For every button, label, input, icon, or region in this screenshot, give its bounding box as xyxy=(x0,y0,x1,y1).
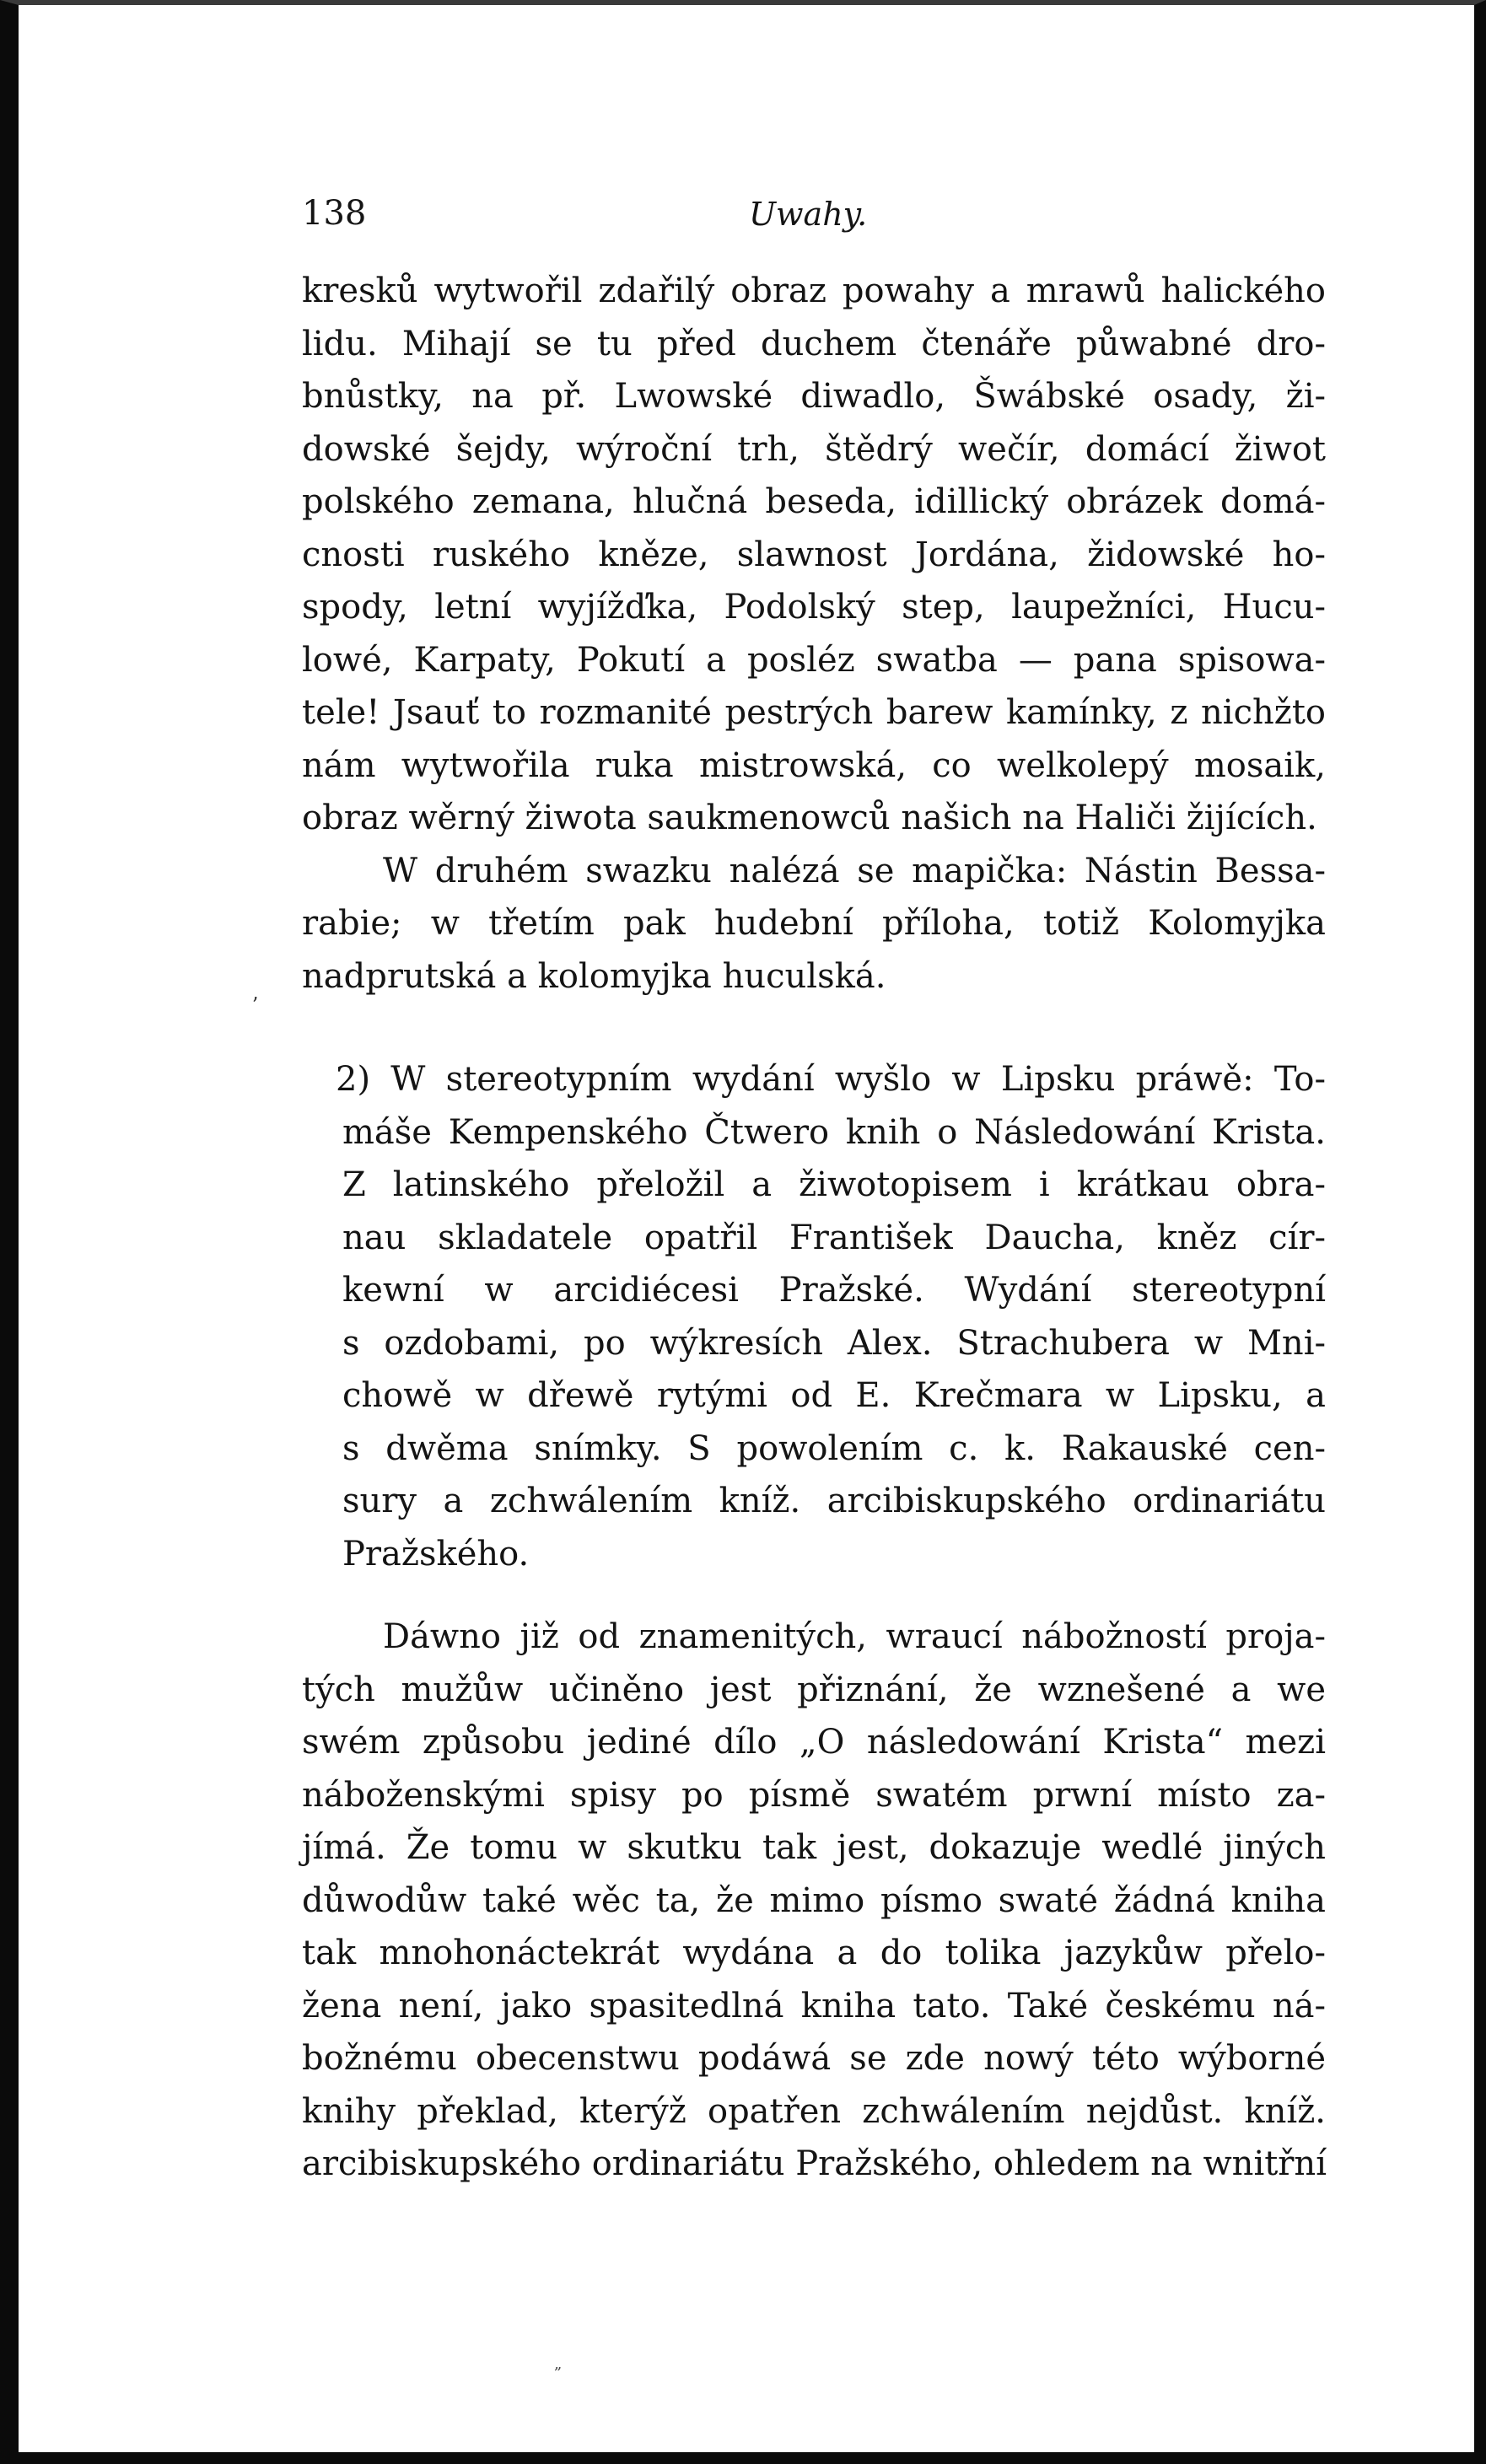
text-line: dowské šejdy, wýroční trh, štědrý wečír, domácí žiwot xyxy=(302,429,1326,469)
text-line: Dáwno již od znamenitých, wraucí nábožností proja- xyxy=(383,1617,1326,1656)
page-number: 138 xyxy=(302,194,367,233)
note-line: kewní w arcidiécesi Pražské. Wydání stereotypní xyxy=(342,1271,1326,1310)
text-line: božnému obecenstwu podáwá se zde nowý této wýborné xyxy=(302,2039,1326,2078)
text-line: cnosti ruského kněze, slawnost Jordána, židowské ho- xyxy=(302,535,1326,574)
note-line: s dwěma snímky. S powolením c. k. Rakauské cen- xyxy=(342,1428,1326,1468)
text-line: tak mnohonáctekrát wydána a do tolika jazykůw přelo- xyxy=(302,1934,1326,1972)
text-line: nadprutská a kolomyjka huculská. xyxy=(302,956,886,996)
page-header xyxy=(302,179,1326,246)
text-line: jímá. Že tomu w skutku tak jest, dokazuje wedlé jiných xyxy=(302,1828,1326,1867)
book-page xyxy=(302,179,1326,2191)
text-line: náboženskými spisy po písmě swatém prwní místo za- xyxy=(302,1775,1326,1815)
text-line: rabie; w třetím pak hudební příloha, totiž Kolomyjka xyxy=(302,904,1326,943)
text-line: bnůstky, na př. Lwowské diwadlo, Šwábské osady, ži- xyxy=(302,377,1326,416)
text-line: obraz wěrný žiwota saukmenowců našich na Haliči žijících. xyxy=(302,799,1317,837)
text-line: knihy překlad, kterýž opatřen zchwálením nejdůst. kníž. xyxy=(302,2091,1326,2131)
text-line: žena není, jako spasitedlná kniha tato. Také českému ná- xyxy=(302,1986,1326,2026)
paragraph-2 xyxy=(302,845,1326,1003)
text-line: polského zemana, hlučná beseda, idillický obrázek domá- xyxy=(302,482,1326,521)
note-line: máše Kempenského Čtwero knih o Následowání Krista. xyxy=(342,1112,1326,1152)
paragraph-3 xyxy=(302,1611,1326,2191)
footer-ink-mark: „ xyxy=(554,2355,563,2373)
note-line: s ozdobami, po wýkresích Alex. Strachubera w Mni- xyxy=(342,1323,1326,1363)
note-line: Pražského. xyxy=(342,1534,530,1574)
text-line: lidu. Mihají se tu před duchem čtenáře půwabné dro- xyxy=(302,324,1326,363)
note-line: sury a zchwálením kníž. arcibiskupského ordinariátu xyxy=(342,1482,1326,1520)
note-2 xyxy=(302,1053,1326,1580)
text-line: swém způsobu jediné dílo „O následowání Krista“ mezi xyxy=(302,1723,1326,1762)
note-line: 2) W stereotypním wydání wyšlo w Lipsku práwě: To- xyxy=(336,1060,1326,1099)
text-line: arcibiskupského ordinariátu Pražského, ohledem na wnitřní xyxy=(302,2144,1327,2183)
text-line: W druhém swazku nalézá se mapička: Nástin Bessa- xyxy=(383,851,1326,890)
text-line: důwodůw také wěc ta, že mimo písmo swaté žádná kniha xyxy=(302,1880,1326,1920)
text-line: lowé, Karpaty, Pokutí a posléz swatba — pana spisowa- xyxy=(302,640,1326,680)
text-line: tele! Jsauť to rozmanité pestrých barew kamínky, z nichžto xyxy=(302,693,1326,732)
text-line: kresků wytwořil zdařilý obraz powahy a mrawů halického xyxy=(302,272,1326,310)
text-line: nám wytwořila ruka mistrowská, co welkolepý mosaik, xyxy=(302,745,1326,785)
note-line: chowě w dřewě rytými od E. Krečmara w Lipsku, a xyxy=(342,1376,1326,1415)
text-line: tých mužůw učiněno jest přiznání, že wznešené a we xyxy=(302,1670,1326,1709)
note-line: Z latinského přeložil a žiwotopisem i krátkau obra- xyxy=(342,1165,1326,1204)
note-line: nau skladatele opatřil František Daucha, kněz cír- xyxy=(342,1218,1326,1257)
text-line: spody, letní wyjížďka, Podolský step, laupežníci, Hucu- xyxy=(302,588,1326,627)
paragraph-1 xyxy=(302,265,1326,845)
running-title: Uwahy. xyxy=(749,196,868,233)
stray-ink-mark: ʼ xyxy=(251,993,258,1017)
